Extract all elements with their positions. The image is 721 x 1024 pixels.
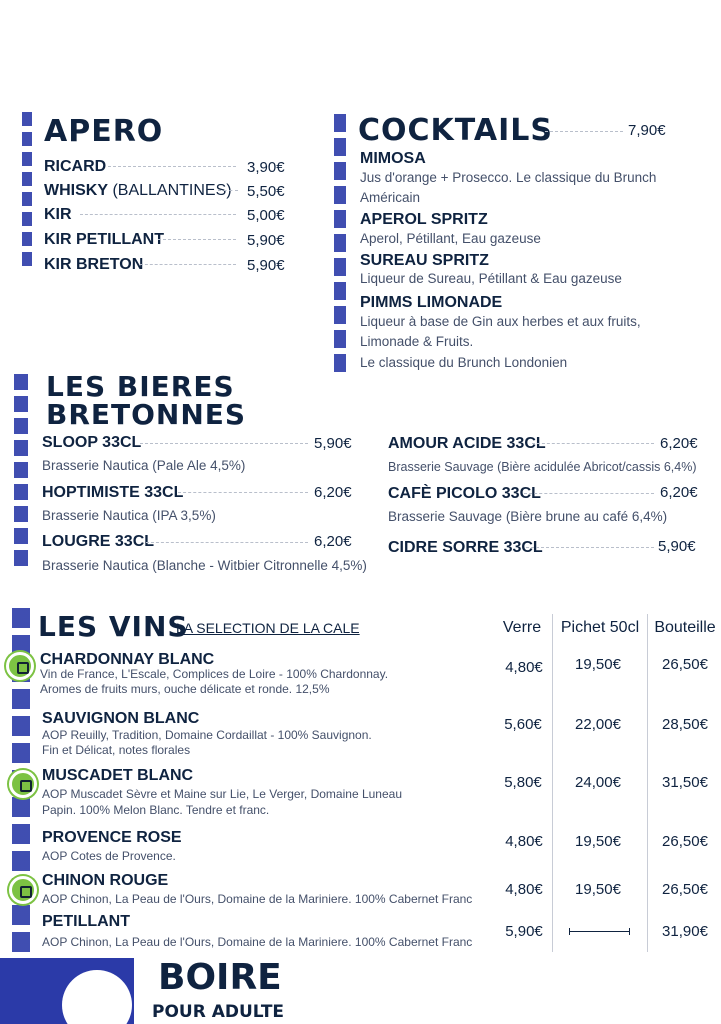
- vin-price-bouteille: 26,50€: [662, 656, 708, 673]
- dot-leader: [140, 264, 236, 265]
- vin-desc: AOP Reuilly, Tradition, Domaine Cordaillat - 100% Sauvignon.: [42, 728, 372, 742]
- vin-name: MUSCADET BLANC: [42, 767, 194, 784]
- biere-name: SLOOP 33CL: [42, 434, 142, 451]
- bieres-decor-strip: [14, 374, 28, 570]
- apero-item-1: RICARD: [44, 158, 107, 175]
- vin-desc: AOP Cotes de Provence.: [42, 849, 176, 863]
- bieres-title-line1: LES BIERES: [46, 370, 235, 403]
- biere-desc: Brasserie Nautica (Pale Ale 4,5%): [42, 458, 246, 473]
- col-header-bouteille: Bouteille: [654, 619, 716, 636]
- not-available-bar-end: [629, 928, 630, 935]
- biere-desc: Brasserie Nautica (IPA 3,5%): [42, 508, 216, 523]
- cocktail-name-aperol: APEROL SPRITZ: [360, 211, 488, 228]
- col-divider: [552, 614, 553, 952]
- footer-subtitle: POUR ADULTE: [152, 1002, 285, 1022]
- dot-leader: [178, 492, 308, 493]
- biere-name: CAFÈ PICOLO 33CL: [388, 485, 541, 502]
- footer-title: BOIRE: [158, 957, 282, 998]
- vin-price-verre: 5,60€: [504, 716, 542, 733]
- vin-price-bouteille: 31,90€: [662, 923, 708, 940]
- not-available-bar-end: [569, 928, 570, 935]
- col-header-pichet: Pichet 50cl: [560, 619, 640, 636]
- biere-desc: Brasserie Nautica (Blanche - Witbier Citronnelle 4,5%): [42, 558, 367, 573]
- vin-desc: Fin et Délicat, notes florales: [42, 743, 191, 757]
- vin-name: CHINON ROUGE: [42, 872, 169, 889]
- biere-desc: Brasserie Sauvage (Bière brune au café 6,4%): [388, 509, 668, 524]
- vin-price-pichet: 19,50€: [575, 881, 621, 898]
- apero-price-2: 5,50€: [247, 183, 285, 200]
- vin-price-bouteille: 26,50€: [662, 833, 708, 850]
- col-divider: [647, 614, 648, 952]
- cocktail-desc: Liqueur de Sureau, Pétillant & Eau gazeuse: [360, 271, 622, 286]
- label-badge-icon: [6, 652, 34, 680]
- biere-price: 6,20€: [314, 484, 352, 501]
- biere-name: CIDRE SORRE 33CL: [388, 539, 543, 556]
- cocktail-name-pimms: PIMMS LIMONADE: [360, 294, 503, 311]
- vin-name: PROVENCE ROSE: [42, 829, 182, 846]
- cocktail-desc: Le classique du Brunch Londonien: [360, 355, 568, 370]
- apero-item-5: KIR BRETON: [44, 256, 144, 273]
- vins-title: LES VINS: [38, 610, 189, 643]
- dot-leader: [532, 443, 654, 444]
- col-header-verre: Verre: [502, 619, 542, 636]
- apero-price-4: 5,90€: [247, 232, 285, 249]
- biere-price: 6,20€: [660, 484, 698, 501]
- vin-price-bouteille: 31,50€: [662, 774, 708, 791]
- vin-desc: Papin. 100% Melon Blanc. Tendre et franc.: [42, 803, 270, 817]
- dot-leader: [218, 190, 238, 191]
- apero-decor-strip: [22, 112, 32, 272]
- cocktails-decor-strip: [334, 114, 346, 372]
- biere-price: 6,20€: [660, 435, 698, 452]
- bieres-title-line2: BRETONNES: [46, 398, 247, 431]
- vin-price-verre: 4,80€: [505, 833, 543, 850]
- apero-price-5: 5,90€: [247, 257, 285, 274]
- biere-price: 5,90€: [658, 538, 696, 555]
- vin-price-verre: 4,80€: [505, 881, 543, 898]
- biere-name: HOPTIMISTE 33CL: [42, 484, 184, 501]
- cocktail-desc: Aperol, Pétillant, Eau gazeuse: [360, 231, 541, 246]
- dot-leader: [80, 214, 236, 215]
- biere-price: 6,20€: [314, 533, 352, 550]
- cocktail-desc: Liqueur à base de Gin aux herbes et aux fruits,: [360, 314, 641, 329]
- vin-price-pichet: 19,50€: [575, 833, 621, 850]
- vin-name: PETILLANT: [42, 913, 130, 930]
- biere-name: AMOUR ACIDE 33CL: [388, 435, 546, 452]
- vin-desc: AOP Chinon, La Peau de l'Ours, Domaine de la Mariniere. 100% Cabernet Franc: [42, 935, 473, 949]
- dot-leader: [108, 166, 236, 167]
- vin-price-bouteille: 28,50€: [662, 716, 708, 733]
- biere-name: LOUGRE 33CL: [42, 533, 155, 550]
- label-badge-icon: [9, 876, 37, 904]
- not-available-bar: [570, 931, 630, 932]
- vin-price-verre: 5,90€: [505, 923, 543, 940]
- cocktail-desc: Jus d'orange + Prosecco. Le classique du Brunch: [360, 170, 657, 185]
- vin-price-pichet: 22,00€: [575, 716, 621, 733]
- apero-item-2: WHISKY (BALLANTINES): [44, 182, 232, 199]
- dot-leader: [146, 542, 308, 543]
- vins-subtitle: LA SELECTION DE LA CALE: [176, 620, 360, 636]
- vin-desc: Vin de France, L'Escale, Complices de Loire - 100% Chardonnay.: [40, 667, 389, 681]
- vin-price-pichet: 19,50€: [575, 656, 621, 673]
- apero-item-4: KIR PETILLANT: [44, 231, 164, 248]
- biere-desc: Brasserie Sauvage (Bière acidulée Abricot/cassis 6,4%): [388, 460, 697, 474]
- cocktail-desc: Limonade & Fruits.: [360, 334, 474, 349]
- dot-leader: [526, 547, 654, 548]
- cocktails-price: 7,90€: [628, 122, 666, 139]
- vin-desc: Aromes de fruits murs, ouche délicate et ronde. 12,5%: [40, 682, 330, 696]
- vin-price-pichet: 24,00€: [575, 774, 621, 791]
- vin-price-bouteille: 26,50€: [662, 881, 708, 898]
- cocktail-desc: Américain: [360, 190, 421, 205]
- apero-price-3: 5,00€: [247, 207, 285, 224]
- apero-price-1: 3,90€: [247, 159, 285, 176]
- vin-name: CHARDONNAY BLANC: [40, 651, 215, 668]
- dot-leader: [158, 239, 236, 240]
- vin-desc: AOP Muscadet Sèvre et Maine sur Lie, Le Verger, Domaine Luneau: [42, 787, 402, 801]
- cocktail-name-sureau: SUREAU SPRITZ: [360, 252, 489, 269]
- dot-leader: [545, 131, 623, 132]
- dot-leader: [140, 443, 308, 444]
- vin-desc: AOP Chinon, La Peau de l'Ours, Domaine de la Mariniere. 100% Cabernet Franc: [42, 892, 473, 906]
- label-badge-icon: [9, 770, 37, 798]
- dot-leader: [524, 493, 654, 494]
- vin-name: SAUVIGNON BLANC: [42, 710, 200, 727]
- cocktail-name-mimosa: MIMOSA: [360, 150, 426, 167]
- apero-item-3: KIR: [44, 206, 72, 223]
- vin-price-verre: 5,80€: [504, 774, 542, 791]
- vin-price-verre: 4,80€: [505, 659, 543, 676]
- apero-title: APERO: [44, 114, 164, 149]
- cocktails-title: COCKTAILS: [358, 113, 554, 148]
- biere-price: 5,90€: [314, 435, 352, 452]
